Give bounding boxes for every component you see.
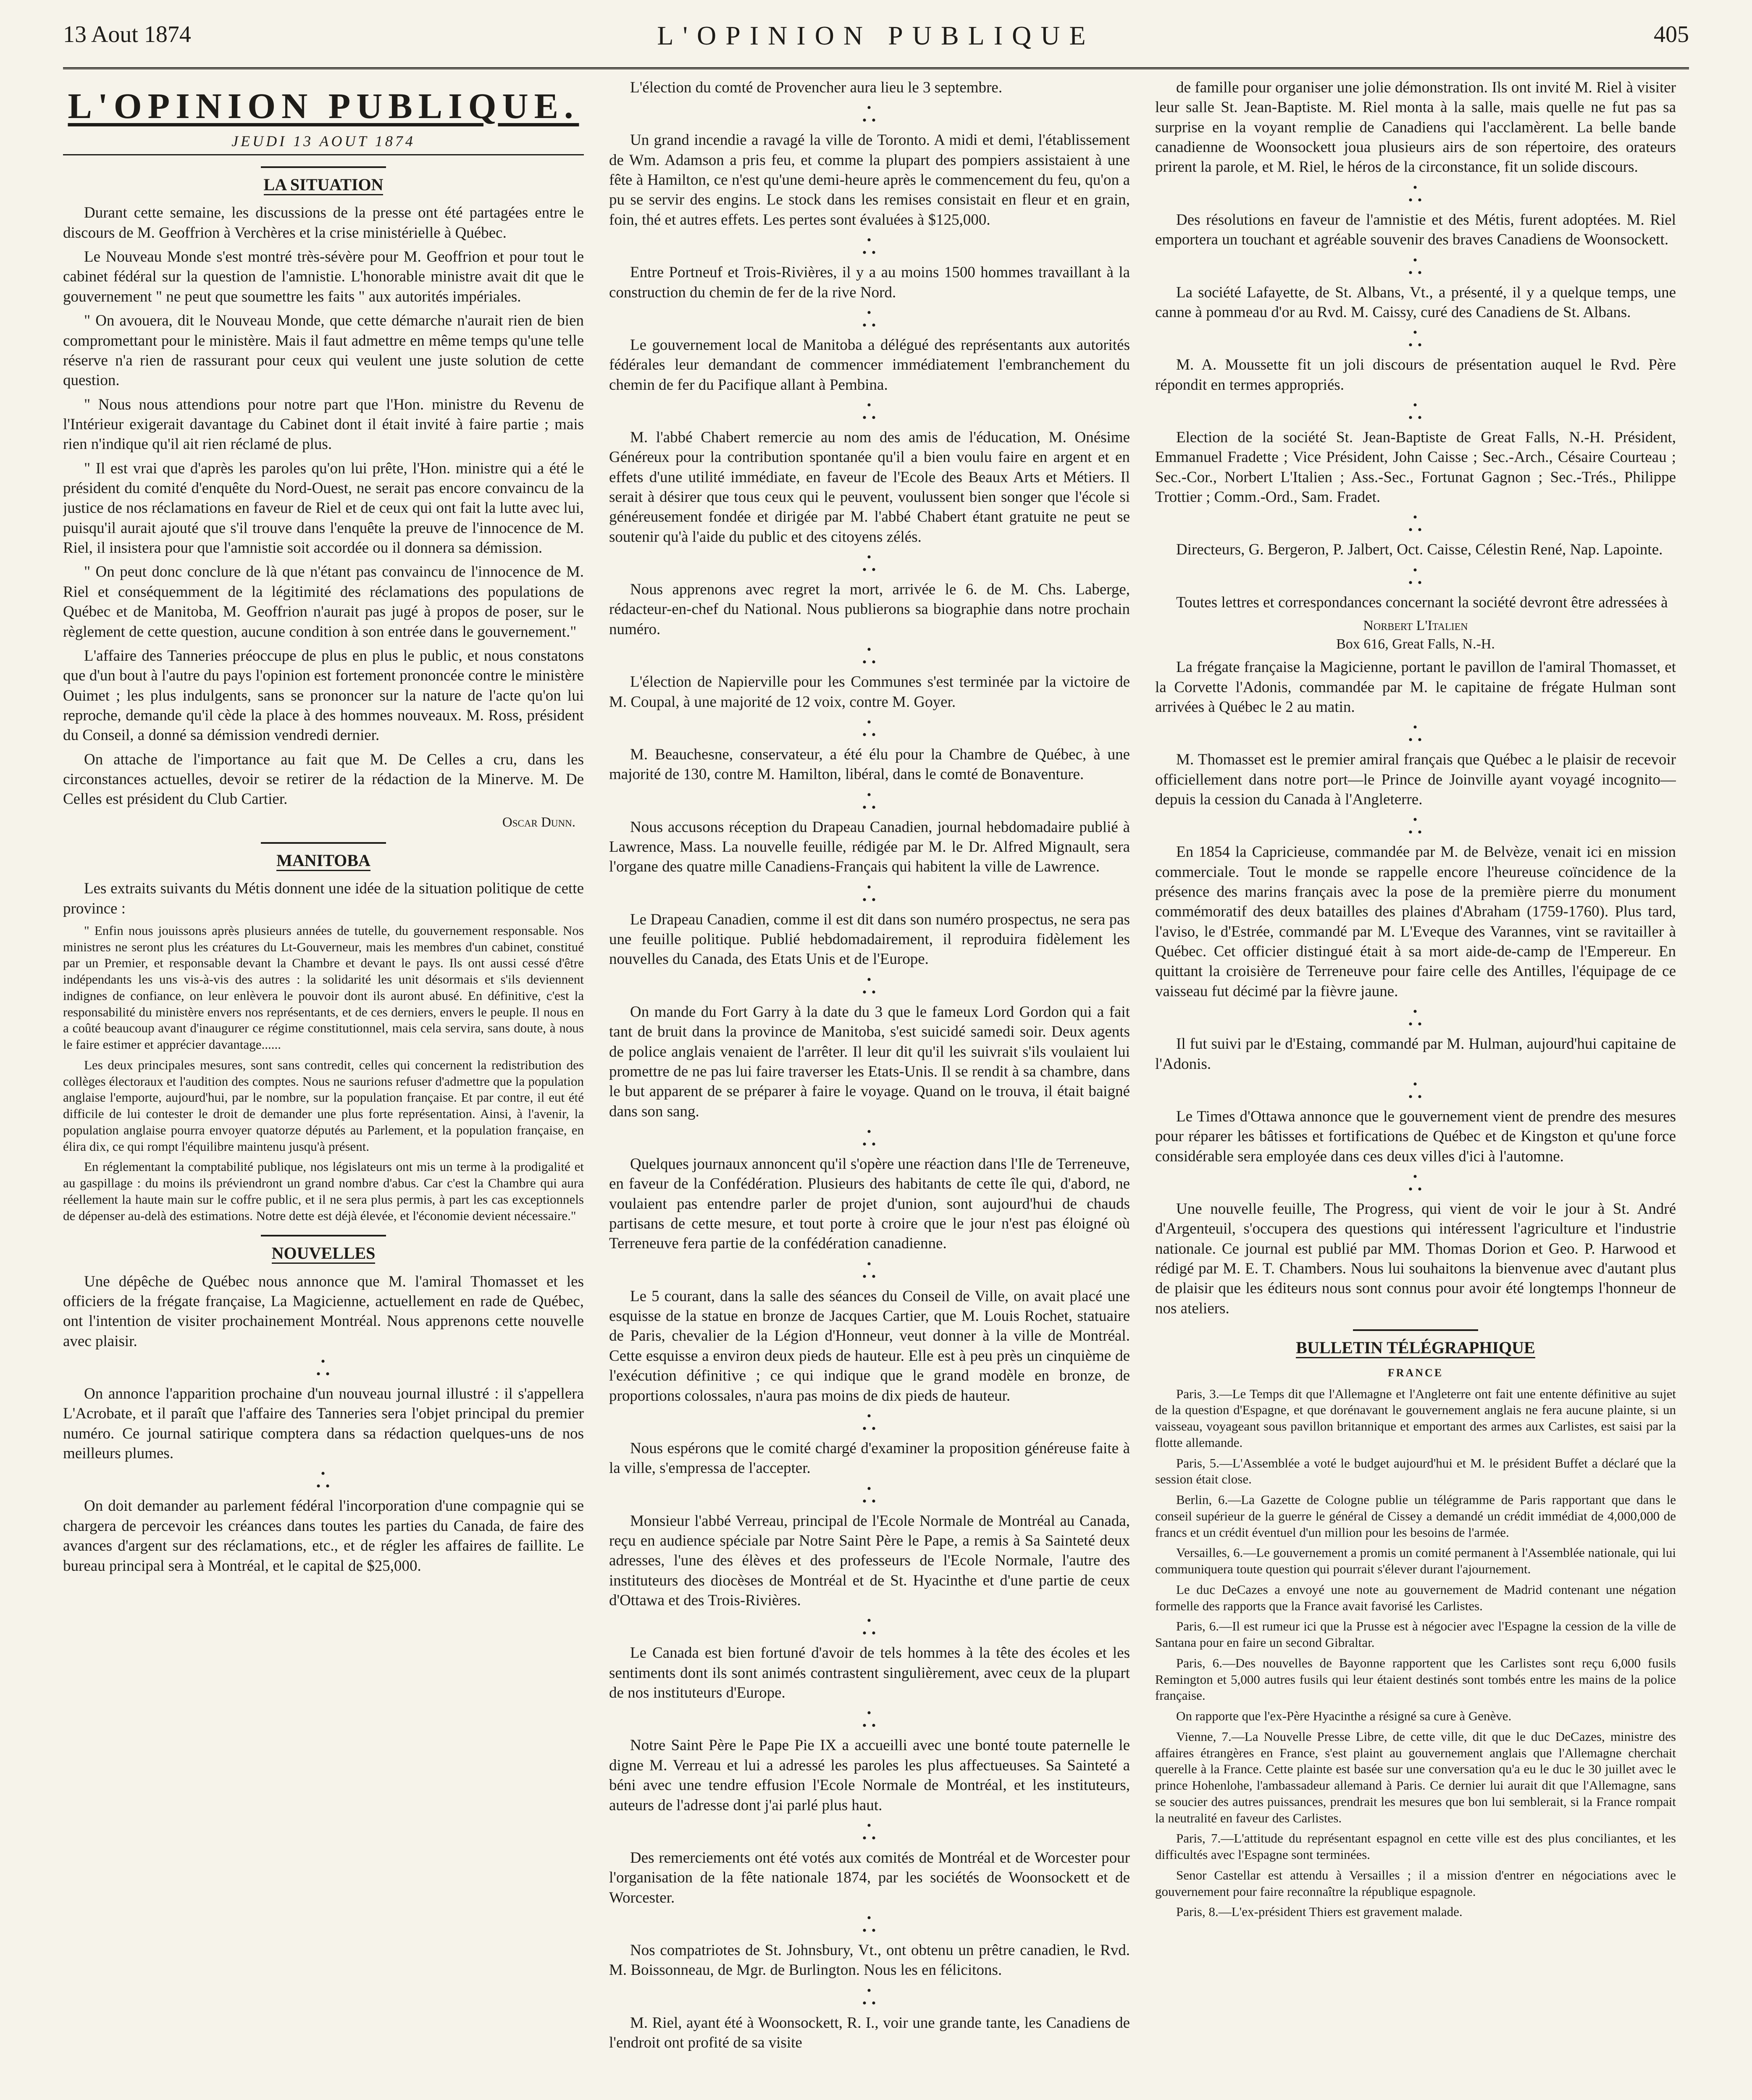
item-separator: • • •: [316, 1467, 331, 1494]
item-separator: • • •: [316, 1354, 331, 1381]
column-2: [609, 78, 1130, 2100]
paragraph: " On avouera, dit le Nouveau Monde, que cette démarche n'aurait rien de bien compromettant pour le ministère. Mais il faut admettre en même temps qu'une telle réserve n'a rien de rassurant pour ceux qui veulent une juste solution de cette question.: [63, 312, 584, 389]
item-separator: • • •: [1408, 398, 1423, 425]
paragraph: En réglementant la comptabilité publique, nos législateurs ont mis un terme à la prodigalité et au gaspillage : du moins ils préviendront un grand nombre d'abus. Car c'est la Chambre qui aura réellement la haute main sur le coffre public, et il ne sera plus permis, à part les cas exceptionnels de dépenser au-delà des estimations. Notre dette est déjà élevée, et l'économie devient nécessaire.": [63, 1159, 584, 1223]
paragraph: La frégate française la Magicienne, portant le pavillon de l'amiral Thomasset, et la Corvette l'Adonis, commandée par M. le capitaine de frégate Hulman sont arrivées à Québec le 2 au matin.: [1155, 659, 1676, 716]
paragraph: M. Beauchesne, conservateur, a été élu pour la Chambre de Québec, à une majorité de 130, contre M. Hamilton, libéral, dans le comté de Bonaventure.: [609, 746, 1130, 783]
item-separator: • • •: [862, 1481, 877, 1508]
section-heading-manitoba: MANITOBA: [63, 842, 584, 871]
paragraph: Une dépêche de Québec nous annonce que M. l'amiral Thomasset et les officiers de la frégate française, La Magicienne, actuellement en rade de Québec, ont l'intention de visiter prochainement Montréal. Nous apprenons cette nouvelle avec plaisir.: [63, 1273, 584, 1350]
item-separator: • • •: [1408, 253, 1423, 280]
item-separator: • • •: [862, 1818, 877, 1845]
item-separator: • • •: [862, 1614, 877, 1641]
page-number: 405: [1654, 21, 1689, 47]
columns: [63, 78, 1689, 2100]
paragraph: Des remerciements ont été votés aux comités de Montréal et de Worcester pour l'organisation de la fête nationale 1874, par les sociétés de Woonsockett et de Worcester.: [609, 1849, 1130, 1906]
item-separator: • • •: [1408, 326, 1423, 352]
paragraph: Nous accusons réception du Drapeau Canadien, journal hebdomadaire publié à Lawrence, Mass. La nouvelle feuille, rédigée par M. le Dr. Alfred Mignault, sera l'organe des quatre mille Canadiens-Français qui habitent la ville de Lawrence.: [609, 818, 1130, 876]
paragraph: " Nous nous attendions pour notre part que l'Hon. ministre du Revenu de l'Intérieur exigerait davantage du Cabinet dont il était invité à faire partie ; mais rien n'indique qu'il ait rien réclamé de plus.: [63, 396, 584, 453]
paragraph: La société Lafayette, de St. Albans, Vt., a présenté, il y a quelque temps, une canne à pommeau d'or au Rvd. M. Caissy, curé des Canadiens de St. Albans.: [1155, 284, 1676, 321]
paragraph: On rapporte que l'ex-Père Hyacinthe a résigné sa cure à Genève.: [1176, 1709, 1512, 1724]
column-3: [1155, 78, 1676, 2100]
item-separator: • • •: [862, 643, 877, 669]
paragraph: Monsieur l'abbé Verreau, principal de l'Ecole Normale de Montréal au Canada, reçu en audience spéciale par Notre Saint Père le Pape, a remis à Sa Sainteté deux adresses, l'une des élèves et des professeurs de l'Ecole Normale, l'autre des instituteurs des diocèses de Montréal et de St. Hyacinthe et d'une partie de ceux d'Ottawa et des Trois-Rivières.: [609, 1512, 1130, 1609]
paragraph: " Il est vrai que d'après les paroles qu'on lui prête, l'Hon. ministre qui a été le président du comité d'enquête du Nord-Ouest, ne serait pas encore convaincu de la justice de nos réclamations en faveur de Riel et de ceux qui ont fait la lutte avec lui, puisqu'il aurait ajouté que s'il trouve dans l'enquête la preuve de l'innocence de M. Riel, il insistera pour que l'amnistie soit accordée ou il donnera sa démission.: [63, 459, 584, 557]
paragraph: M. Thomasset est le premier amiral français que Québec a le plaisir de recevoir officiellement dans notre port—le Prince de Joinville ayant voyagé incognito—depuis la cession du Canada à l'Angleterre.: [1155, 751, 1676, 808]
item-separator: • • •: [862, 1983, 877, 2010]
item-separator: • • •: [1408, 180, 1423, 207]
item-separator: • • •: [1408, 1169, 1423, 1196]
paragraph: On mande du Fort Garry à la date du 3 que le fameux Lord Gordon qui a fait tant de bruit dans la province de Manitoba, s'est suicidé samedi soir. Deux agents de police anglais venaient de l'arrêter. Il leur dit qu'il les suivrait s'ils voulaient lui promettre de ne pas lui faire traverser les Etats-Unis. Il se rendit à sa chambre, dans le but apparent de se préparer à faire le voyage. Quand on le trouva, il était baigné dans son sang.: [609, 1003, 1130, 1120]
section-heading-nouvelles: NOUVELLES: [63, 1235, 584, 1264]
running-head: [63, 17, 1689, 69]
item-separator: • • •: [1408, 563, 1423, 590]
paragraph: Un grand incendie a ravagé la ville de Toronto. A midi et demi, l'établissement de Wm. Adamson a pris feu, et comme la plupart des pompiers assistaient à une fête à Hamilton, ce n'est qu'une demi-heure après le commencement du feu, qu'on a pu se servir des engins. Le stock dans les remises consistait en fleur et en grain, foin, thé et autres effets. Les pertes sont évaluées à $125,000.: [609, 131, 1130, 228]
paragraph: Vienne, 7.—La Nouvelle Presse Libre, de cette ville, dit que le duc DeCazes, ministre des affaires étrangères en France, s'est plaint au gouvernement anglais que l'Allemagne cherchait querelle à la France. Cette plainte est basée sur une conversation qu'a eu le duc le 30 juillet avec le prince Hohenlohe, l'ambassadeur allemand à Paris. Ce dernier lui aurait dit que l'Allemagne, sans se soucier des autres puissances, prendrait les mesures que bon lui semblerait, si la France rompait la neutralité en faveur des Carlistes.: [1155, 1729, 1676, 1825]
paragraph: M. A. Moussette fit un joli discours de présentation auquel le Rvd. Père répondit en termes appropriés.: [1155, 356, 1676, 394]
issue-date: 13 Aout 1874: [63, 21, 191, 47]
paragraph: Le gouvernement local de Manitoba a délégué des représentants aux autorités fédérales leur demandant de commencer immédiatement l'embranchement du chemin de fer du Pacifique allant à Pembina.: [609, 336, 1130, 394]
item-separator: • • •: [1408, 720, 1423, 747]
paragraph: " Enfin nous jouissons après plusieurs années de tutelle, du gouvernement responsable. Nos ministres ne seront plus les créatures du Lt-Gouverneur, mais les membres d'un cabinet, constitué par un Premier, et responsable devant la Chambre et devant le pays. Ils ont aussi cessé d'être indépendants les uns vis-à-vis des autres : la solidarité les unit désormais et s'ils deviennent indignes de confiance, on leur enlèvera le pouvoir dont ils auront abusé. En définitive, c'est la responsabilité du ministère envers nos représentants, et de ces derniers, envers le peuple. Il nous en a coûté beaucoup avant d'inaugurer ce régime constitutionnel, mais cela servira, sans doute, à nous le faire estimer et apprécier davantage......: [63, 923, 584, 1052]
paragraph: Versailles, 6.—Le gouvernement a promis un comité permanent à l'Assemblée nationale, qui lui communiquera toute question qui pourrait s'élever durant l'ajournement.: [1155, 1545, 1676, 1577]
item-separator: • • •: [862, 1257, 877, 1284]
paragraph: Des résolutions en faveur de l'amnistie et des Métis, furent adoptées. M. Riel emportera un touchant et agréable souvenir des braves Canadiens de Woonsockett.: [1155, 211, 1676, 249]
item-separator: • • •: [862, 1409, 877, 1436]
masthead: L'OPINION PUBLIQUE.: [68, 86, 579, 126]
article-signature: Oscar Dunn.: [502, 814, 575, 830]
mailing-address: [1155, 617, 1676, 653]
nouvelles-list: [63, 1272, 584, 1576]
manitoba-article: [63, 923, 584, 1224]
paragraph: Directeurs, G. Bergeron, P. Jalbert, Oct. Caisse, Célestin René, Nap. Lapointe.: [1176, 541, 1663, 559]
paragraph: Nous apprenons avec regret la mort, arrivée le 6. de M. Chs. Laberge, rédacteur-en-chef du National. Nous publierons sa biographie dans notre prochain numéro.: [609, 581, 1130, 638]
address-box: Box 616, Great Falls, N.-H.: [1336, 636, 1495, 652]
dateline: JEUDI 13 AOUT 1874: [63, 131, 584, 155]
item-separator: • • •: [862, 1124, 877, 1151]
paragraph: L'élection de Napierville pour les Communes s'est terminée par la victoire de M. Coupal, à une majorité de 12 voix, contre M. Goyer.: [609, 673, 1130, 711]
item-separator: • • •: [862, 305, 877, 332]
paragraph: Paris, 6.—Il est rumeur ici que la Prusse est à négocier avec l'Espagne la cession de la ville de Santana pour en faire un second Gibraltar.: [1155, 1619, 1676, 1650]
bulletin-list: [1155, 1386, 1676, 1921]
paragraph: Notre Saint Père le Pape Pie IX a accueilli avec une bonté toute paternelle le digne M. Verreau et lui a adressé les paroles les plus affectueuses. Sa Sainteté a béni avec une tendre effusion l'Ecole Normale de Montréal, et les instituteurs, auteurs de l'adresse dont j'ai parlé plus haut.: [609, 1737, 1130, 1814]
news-items-column-2: [609, 78, 1130, 2053]
paragraph: " On peut donc conclure de là que n'étant pas convaincu de l'innocence de M. Riel et conséquemment de la légitimité des réclamations des populations de Québec et de Manitoba, M. Geoffrion n'aurait pas jugé à propos de poser, sur le règlement de cette question, aucune condition à son entrée dans le gouvernement.": [63, 563, 584, 640]
paragraph: Les deux principales mesures, sont sans contredit, celles qui concernent la redistribution des collèges électoraux et l'audition des comptes. Nous ne saurions refuser d'admettre que la population anglaise l'emporte, aujourd'hui, par le nombre, sur la population française. Et par contre, il eut été difficile de lui contester le droit de demander une plus forte représentation. Ainsi, à l'avenir, la population anglaise pourra envoyer quatorze députés au Parlement, et la population française, en élira dix, ce qui rompt l'équilibre maintenu jusqu'à présent.: [63, 1057, 584, 1154]
paragraph: On doit demander au parlement fédéral l'incorporation d'une compagnie qui se chargera de percevoir les créances dans toutes les parties du Canada, de faire des avances d'argent sur des réclamations, etc., et de régler les affaires de faillite. Le bureau principal sera à Montréal, et le capital de $25,000.: [63, 1497, 584, 1575]
paragraph: Nous espérons que le comité chargé d'examiner la proposition généreuse faite à la ville, s'empressa de l'accepter.: [609, 1439, 1130, 1477]
paragraph: Paris, 8.—L'ex-président Thiers est gravement malade.: [1176, 1904, 1463, 1919]
news-items-column-3-continued: [1155, 657, 1676, 1318]
paragraph: Le Times d'Ottawa annonce que le gouvernement vient de prendre des mesures pour réparer les bâtisses et fortifications de Québec et de Kingston et qu'une force considérable sera employée dans ces deux villes d'ici à l'automne.: [1155, 1108, 1676, 1165]
section-heading-situation: LA SITUATION: [63, 166, 584, 195]
paragraph: L'affaire des Tanneries préoccupe de plus en plus le public, et nous constatons que d'un bout à l'autre du pays l'opinion est fortement prononcée contre le ministère Ouimet ; les plus indulgents, sans se prononcer sur la nature de l'acte qu'on lui reproche, demande qu'il cède la place à des hommes nouveaux. M. Ross, président du Conseil, a donné sa démission vendredi dernier.: [63, 647, 584, 744]
paragraph: M. Riel, ayant été à Woonsockett, R. I., voir une grande tante, les Canadiens de l'endroit ont profité de sa visite: [609, 2014, 1130, 2052]
paragraph: Le 5 courant, dans la salle des séances du Conseil de Ville, on avait placé une esquisse de la statue en bronze de Jacques Cartier, que M. Louis Rochet, statuaire de Paris, chevalier de la Légion d'Honneur, veut donner à la ville de Montréal. Cette esquisse a environ deux pieds de hauteur. Elle est à peu près un cinquième de l'exécution définitive ; ce qui indique que le grand modèle en bronze, de proportions colossales, n'aura pas moins de dix pieds de hauteur.: [609, 1287, 1130, 1404]
item-separator: • • •: [862, 1706, 877, 1733]
item-separator: • • •: [862, 550, 877, 577]
situation-article: [63, 203, 584, 809]
column-1: [63, 78, 584, 2100]
paragraph: Une nouvelle feuille, The Progress, qui vient de voir le jour à St. André d'Argenteuil, s'occupera des questions qui intéressent l'agriculture et l'industrie nationale. Ce journal est publié par MM. Thomas Dorion et Geo. P. Harwood et rédigé par M. E. T. Chambers. Nous lui souhaitons la bienvenue avec d'autant plus de plaisir que les éditeurs nous sont connus pour avoir été longtemps l'honneur de nos ateliers.: [1155, 1200, 1676, 1317]
paragraph: Paris, 6.—Des nouvelles de Bayonne rapportent que les Carlistes sont reçu 6,000 fusils Remington et 5,000 autres fusils qui leur étaient destinés sont tombés entre les mains de la police française.: [1155, 1655, 1676, 1703]
item-separator: • • •: [1408, 1005, 1423, 1032]
item-separator: • • •: [862, 398, 877, 425]
paragraph: M. l'abbé Chabert remercie au nom des amis de l'éducation, M. Onésime Généreux pour la contribution spontanée qu'il a bien voulu faire en argent et en effets d'une utilité immédiate, en faveur de l'Ecole des Beaux Arts et Métiers. Il serait à désirer que tous ceux qui le peuvent, voulussent bien songer que l'école si généreusement fondée et dirigée par M. l'abbé Chabert étant gratuite ne peut se soutenir qu'à l'aide du public et des citoyens zélés.: [609, 428, 1130, 546]
paragraph: Paris, 7.—L'attitude du représentant espagnol en cette ville est des plus conciliantes, et les difficultés avec l'Espagne sont terminées.: [1155, 1831, 1676, 1862]
paragraph: Entre Portneuf et Trois-Rivières, il y a au moins 1500 hommes travaillant à la construction du chemin de fer de la rive Nord.: [609, 264, 1130, 301]
item-separator: • • •: [862, 880, 877, 907]
item-separator: • • •: [862, 788, 877, 814]
bulletin-subheading: FRANCE: [1387, 1367, 1444, 1379]
item-separator: • • •: [1408, 1077, 1423, 1104]
item-separator: • • •: [862, 1911, 877, 1937]
paragraph: Berlin, 6.—La Gazette de Cologne publie un télégramme de Paris rapportant que dans le conseil supérieur de la guerre le général de Cissey a demandé un crédit immédiat de 4,000,000 de francs et un crédit éventuel d'un million pour les besoins de l'armée.: [1155, 1492, 1676, 1540]
item-separator: • • •: [862, 715, 877, 742]
address-name: Norbert L'Italien: [1363, 618, 1468, 634]
paragraph: Quelques journaux annoncent qu'il s'opère une réaction dans l'Ile de Terreneuve, en faveur de la Confédération. Plusieurs des habitants de cette île qui, d'abord, ne voulaient pas entendre parler de projet d'union, sont aujourd'hui de chauds partisans de cette mesure, et tout porte à croire que le jour n'est pas éloigné où Terreneuve fera partie de la confédération canadienne.: [609, 1155, 1130, 1252]
item-separator: • • •: [1408, 813, 1423, 840]
item-separator: • • •: [1408, 510, 1423, 537]
paragraph: Senor Castellar est attendu à Versailles ; il a mission d'entrer en négociations avec le gouvernement pour faire reconnaître la république espagnole.: [1155, 1867, 1676, 1899]
paragraph: Nos compatriotes de St. Johnsbury, Vt., ont obtenu un prêtre canadien, le Rvd. M. Boissonneau, de Mgr. de Burlington. Nous les en félicitons.: [609, 1942, 1130, 1979]
news-items-column-3: [1155, 78, 1676, 612]
paragraph: Toutes lettres et correspondances concernant la société devront être adressées à: [1176, 593, 1668, 611]
paragraph: Paris, 5.—L'Assemblée a voté le budget aujourd'hui et M. le président Buffet a déclaré que la session était close.: [1155, 1455, 1676, 1487]
paragraph: Le duc DeCazes a envoyé une note au gouvernement de Madrid contenant une négation formelle des rapports que la France avait favorisé les Carlistes.: [1155, 1582, 1676, 1613]
paragraph: En 1854 la Capricieuse, commandée par M. de Belvèze, venait ici en mission commerciale. Tout le monde se rappelle encore l'heureuse coïncidence de la présence des marins français avec la pose de la première pierre du monument commémoratif des deux batailles des plaines d'Abraham (1759-1760). Plus tard, l'aviso, le d'Estrée, commandé par M. L'Eveque des Varannes, vint se ravitailler à Québec. Cet officier distingué était à sa mort aide-de-camp de l'Empereur. En quittant la croisière de Terreneuve pour faire celle des Antilles, l'équipage de ce vaisseau fut décimé par la fièvre jaune.: [1155, 843, 1676, 1000]
section-heading-bulletin: BULLETIN TÉLÉGRAPHIQUE: [1155, 1329, 1676, 1358]
paragraph: de famille pour organiser une jolie démonstration. Ils ont invité M. Riel à visiter leur salle St. Jean-Baptiste. M. Riel monta à la salle, mais quelle ne fut pas sa surprise en la voyant remplie de Canadiens qui l'acclamèrent. La belle bande canadienne de Woonsockett joua plusieurs airs de son répertoire, des orateurs prirent la parole, et M. Riel, le héros de la circonstance, fit un solide discours.: [1155, 79, 1676, 176]
paragraph: Election de la société St. Jean-Baptiste de Great Falls, N.-H. Président, Emmanuel Fradette ; Vice Président, John Caisse ; Sec.-Arch., Césaire Courteau ; Sec.-Cor., Norbert L'Italien ; Ass.-Sec., Fortunat Gagnon ; Sec.-Trés., Philippe Trottier ; Comm.-Ord., Sam. Fradet.: [1155, 428, 1676, 506]
paragraph: Le Canada est bien fortuné d'avoir de tels hommes à la tête des écoles et les sentiments dont ils sont animés contrastent singulièrement, avec ceux de la plupart de nos instituteurs d'Europe.: [609, 1644, 1130, 1702]
paragraph: Paris, 3.—Le Temps dit que l'Allemagne et l'Angleterre ont fait une entente définitive au sujet de la question d'Espagne, et que dorénavant le gouvernement anglais ne fera aucune plainte, si un vaisseau, voyageant sous pavillon britannique et emportant des armes aux Carlistes, est saisi par la flotte allemande.: [1155, 1386, 1676, 1450]
manitoba-intro: Les extraits suivants du Métis donnent une idée de la situation politique de cette province :: [63, 880, 584, 917]
item-separator: • • •: [862, 101, 877, 128]
paragraph: On annonce l'apparition prochaine d'un nouveau journal illustré : il s'appellera L'Acrobate, et il paraît que l'affaire des Tanneries sera l'objet principal du premier numéro. Ce journal satirique comptera dans sa rédaction quelques-uns de nos meilleurs plumes.: [63, 1385, 584, 1462]
paragraph: On attache de l'importance au fait que M. De Celles a cru, dans les circonstances actuelles, devoir se retirer de la rédaction de la Minerve. M. De Celles est président du Club Cartier.: [63, 751, 584, 808]
paragraph: Le Nouveau Monde s'est montré très-sévère pour M. Geoffrion et pour tout le cabinet fédéral sur la question de l'amnistie. L'honorable ministre avait dit que le gouvernement " ne peut que soumettre les faits " aux autorités impériales.: [63, 248, 584, 305]
paragraph: L'élection du comté de Provencher aura lieu le 3 septembre.: [630, 79, 1003, 96]
item-separator: • • •: [862, 972, 877, 999]
item-separator: • • •: [862, 233, 877, 260]
paragraph: Durant cette semaine, les discussions de la presse ont été partagées entre le discours de M. Geoffrion à Verchères et la crise ministérielle à Québec.: [63, 204, 584, 242]
paragraph: Le Drapeau Canadien, comme il est dit dans son numéro prospectus, ne sera pas une feuille politique. Publié hebdomadairement, il reproduira fidèlement les nouvelles du Canada, des Etats Unis et de l'Europe.: [609, 911, 1130, 968]
paragraph: Il fut suivi par le d'Estaing, commandé par M. Hulman, aujourd'hui capitaine de l'Adonis.: [1155, 1035, 1676, 1073]
newspaper-title: L'OPINION PUBLIQUE: [657, 21, 1095, 50]
